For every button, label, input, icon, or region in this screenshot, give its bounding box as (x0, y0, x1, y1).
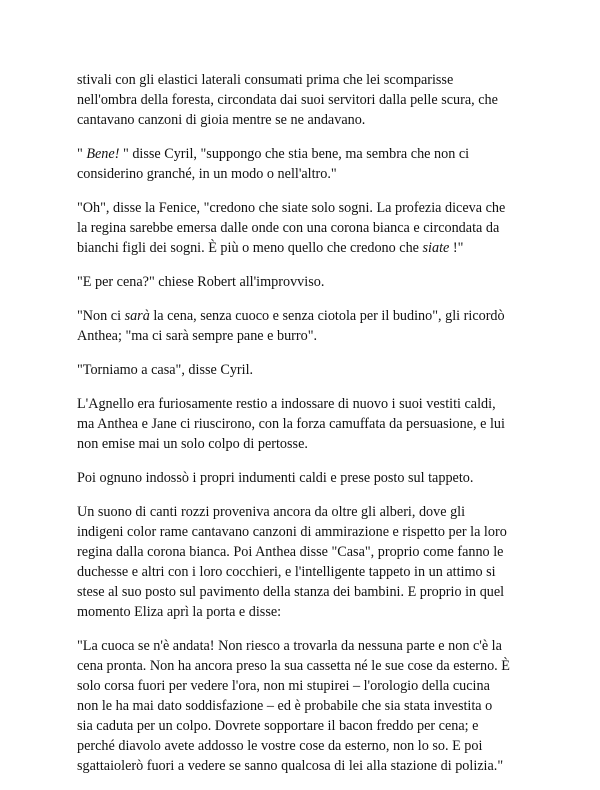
document-body (77, 70, 537, 790)
text-segment: !" (449, 240, 464, 256)
text-segment: L'Agnello era furiosamente restio a indossare di nuovo i suoi vestiti caldi, (77, 396, 496, 412)
text-line (77, 468, 537, 488)
text-line (77, 434, 537, 454)
text-line (77, 394, 537, 414)
paragraph (77, 502, 537, 622)
text-segment: non emise mai un solo colpo di pertosse. (77, 436, 308, 452)
italic-text: sarà (124, 308, 150, 324)
text-segment: sia caduta per un colpo. Dovrete sopportare il bacon freddo per cena; e (77, 718, 479, 734)
text-segment: solo corsa fuori per vedere l'ora, non mi stupirei – l'orologio della cucina (77, 678, 490, 694)
text-line (77, 696, 537, 716)
text-segment: "Oh", disse la Fenice, "credono che siate solo sogni. La profezia diceva che (77, 200, 506, 216)
paragraph (77, 70, 537, 130)
paragraph (77, 272, 537, 292)
paragraph (77, 144, 537, 184)
italic-text: Bene! (86, 146, 120, 162)
text-line (77, 218, 537, 238)
text-line (77, 414, 537, 434)
text-line (77, 502, 537, 522)
text-line (77, 656, 537, 676)
text-segment: "E per cena?" chiese Robert all'improvviso. (77, 274, 325, 290)
text-line (77, 582, 537, 602)
text-segment: stese al suo posto sul pavimento della stanza dei bambini. E proprio in quel (77, 584, 505, 600)
text-line (77, 272, 537, 292)
text-line (77, 562, 537, 582)
text-line (77, 522, 537, 542)
text-line (77, 602, 537, 622)
text-line (77, 716, 537, 736)
text-segment: considerino granché, in un modo o nell'altro." (77, 166, 337, 182)
text-line (77, 542, 537, 562)
paragraph (77, 360, 537, 380)
text-segment: ma Anthea e Jane ci riuscirono, con la forza camuffata da persuasione, e lui (77, 416, 505, 432)
text-line (77, 110, 537, 130)
text-segment: nell'ombra della foresta, circondata dai suoi servitori dalla pelle scura, che (77, 92, 498, 108)
text-line (77, 360, 537, 380)
italic-text: siate (422, 240, 450, 256)
text-segment: Poi ognuno indossò i propri indumenti caldi e prese posto sul tappeto. (77, 470, 474, 486)
text-line (77, 164, 537, 184)
text-segment: " disse Cyril, "suppongo che stia bene, ma sembra che non ci (119, 146, 470, 162)
text-line (77, 144, 537, 164)
text-segment: " (77, 146, 87, 162)
text-segment: non le ha mai dato soddisfazione – ed è probabile che sia stata investita o (77, 698, 493, 714)
text-segment: "La cuoca se n'è andata! Non riesco a trovarla da nessuna parte e non c'è la (77, 638, 502, 654)
text-line (77, 238, 537, 258)
paragraph (77, 306, 537, 346)
text-segment: "Torniamo a casa", disse Cyril. (77, 362, 254, 378)
paragraph (77, 394, 537, 454)
text-segment: "Non ci (77, 308, 125, 324)
paragraph (77, 636, 537, 776)
text-segment: duchesse e altri con i loro cocchieri, e l'intelligente tappeto in un attimo si (77, 564, 496, 580)
text-segment: bianchi figli dei sogni. È più o meno quello che credono che (77, 240, 423, 256)
text-segment: indigeni color rame cantavano canzoni di ammirazione e rispetto per la loro (77, 524, 507, 540)
text-line (77, 676, 537, 696)
text-line (77, 198, 537, 218)
text-segment: stivali con gli elastici laterali consumati prima che lei scomparisse (77, 72, 454, 88)
text-segment: cantavano canzoni di gioia mentre se ne andavano. (77, 112, 366, 128)
text-line (77, 756, 537, 776)
text-segment: momento Eliza aprì la porta e disse: (77, 604, 282, 620)
text-line (77, 70, 537, 90)
text-line (77, 90, 537, 110)
paragraph (77, 468, 537, 488)
text-segment: perché diavolo avete addosso le vostre cose da esterno, non lo so. E poi (77, 738, 483, 754)
text-segment: Anthea; "ma ci sarà sempre pane e burro". (77, 328, 318, 344)
text-line (77, 736, 537, 756)
text-segment: cena pronta. Non ha ancora preso la sua cassetta né le sue cose da esterno. È (77, 658, 510, 674)
text-segment: la regina sarebbe emersa dalle onde con una corona bianca e circondata da (77, 220, 500, 236)
text-segment: sgattaiolerò fuori a vedere se sanno qualcosa di lei alla stazione di polizia." (77, 758, 504, 774)
paragraph (77, 198, 537, 258)
text-segment: Un suono di canti rozzi proveniva ancora da oltre gli alberi, dove gli (77, 504, 466, 520)
text-segment: regina dalla corona bianca. Poi Anthea disse "Casa", proprio come fanno le (77, 544, 504, 560)
text-segment: la cena, senza cuoco e senza ciotola per il budino", gli ricordò (149, 308, 505, 324)
text-line (77, 636, 537, 656)
text-line (77, 306, 537, 326)
text-line (77, 326, 537, 346)
